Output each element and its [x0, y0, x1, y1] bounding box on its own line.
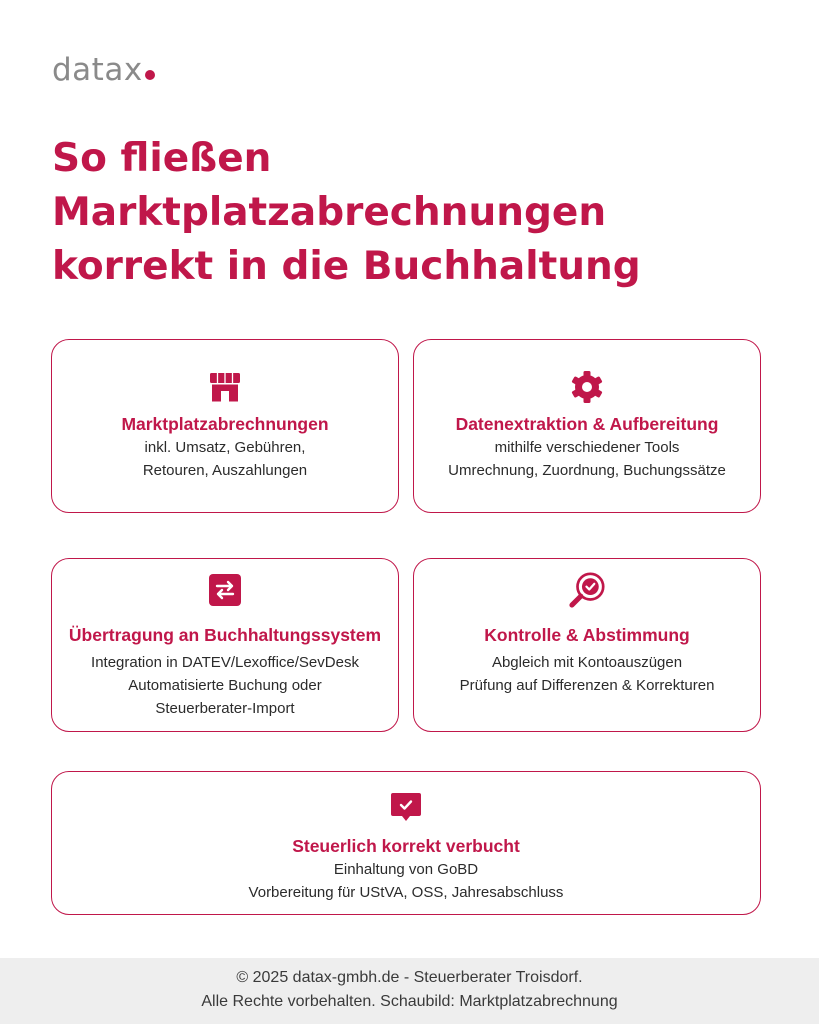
- logo: [52, 52, 155, 88]
- card-description: [414, 651, 760, 697]
- card-description-line: Steuerberater-Import: [155, 700, 295, 717]
- footer: [0, 958, 819, 1024]
- card-title: Marktplatzabrechnungen: [121, 414, 329, 434]
- page-title-line-3: korrekt in die Buchhaltung: [52, 244, 641, 289]
- card-description-line: inkl. Umsatz, Gebühren,: [144, 439, 306, 456]
- card-data-extraction: [413, 339, 761, 513]
- gear-icon: [570, 370, 604, 404]
- footer-copyright: © 2025 datax-gmbh.de - Steuerberater Troisdorf.: [236, 969, 583, 986]
- store-icon: [208, 370, 242, 404]
- page-title-line-2: Marktplatzabrechnungen: [52, 190, 607, 235]
- card-description: [52, 436, 398, 482]
- card-description-line: Retouren, Auszahlungen: [142, 462, 308, 479]
- card-description-line: Abgleich mit Kontoauszügen: [491, 654, 683, 671]
- card-description-line: Umrechnung, Zuordnung, Buchungssätze: [448, 462, 726, 479]
- card-description-line: Einhaltung von GoBD: [333, 861, 479, 878]
- card-transfer-accounting: [51, 558, 399, 732]
- card-control-reconciliation: [413, 558, 761, 732]
- card-title: Datenextraktion & Aufbereitung: [455, 414, 719, 434]
- card-description: [414, 436, 760, 482]
- card-description-line: Prüfung auf Differenzen & Korrekturen: [459, 677, 715, 694]
- card-description-line: Integration in DATEV/Lexoffice/SevDesk: [91, 654, 359, 671]
- page-title-line-1: So fließen: [52, 136, 272, 181]
- card-marketplace-statements: [51, 339, 399, 513]
- card-title: Übertragung an Buchhaltungssystem: [68, 625, 382, 645]
- card-title: Kontrolle & Abstimmung: [484, 625, 690, 645]
- card-description: [52, 651, 398, 720]
- footer-rights: Alle Rechte vorbehalten. Schaubild: Marktplatzabrechnung: [201, 993, 618, 1010]
- logo-text: datax: [52, 52, 143, 88]
- card-title: Steuerlich korrekt verbucht: [292, 836, 520, 856]
- search-check-icon: [568, 571, 606, 609]
- logo-dot: [145, 70, 155, 80]
- card-tax-correct: [51, 771, 761, 915]
- transfer-arrows-icon: [208, 573, 242, 607]
- card-description: [52, 858, 760, 904]
- card-description-line: mithilfe verschiedener Tools: [494, 439, 680, 456]
- checked-message-icon: [389, 790, 423, 824]
- page-title: [52, 132, 772, 294]
- card-description-line: Automatisierte Buchung oder: [128, 677, 322, 694]
- card-description-line: Vorbereitung für UStVA, OSS, Jahresabschluss: [248, 884, 564, 901]
